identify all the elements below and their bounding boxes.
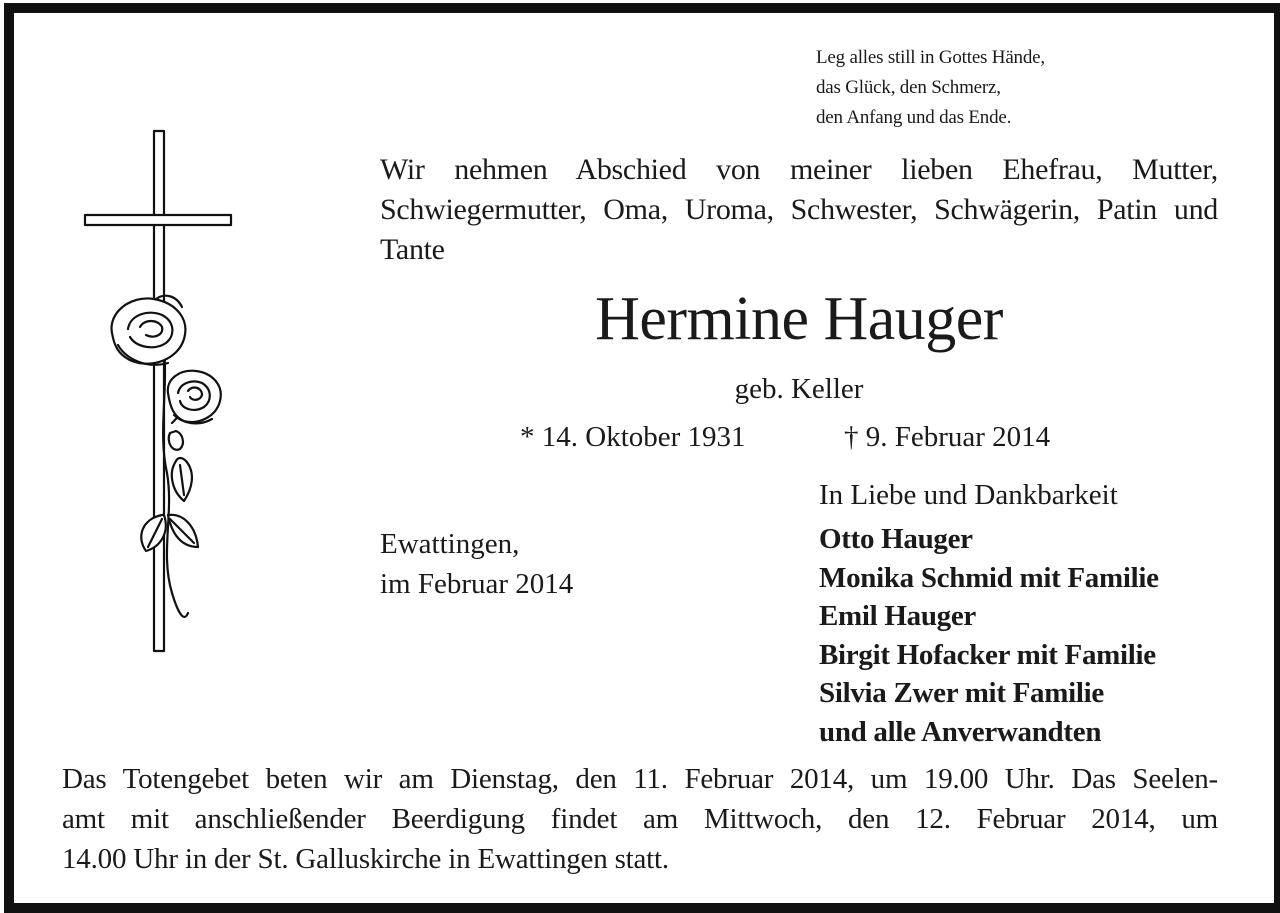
verse-line: den Anfang und das Ende. (816, 107, 1012, 128)
mourners-list (819, 520, 1159, 751)
date-line: im Februar 2014 (380, 568, 574, 600)
place-line: Ewattingen, (380, 528, 520, 560)
mourner-name: Otto Hauger (819, 523, 973, 555)
farewell-intro-text: Wir nehmen Abschied von meiner lieben Ehefrau, Mutter, Schwiegermutter, Oma, Uroma, Schwester, Schwägerin, Patin und Tante (380, 153, 1218, 266)
cross-with-roses-icon (72, 123, 242, 663)
service-details (62, 759, 1218, 879)
deceased-name: Hermine Hauger (595, 285, 1003, 353)
service-line: Das Totengebet beten wir am Dienstag, den 11. Februar 2014, um 19.00 Uhr. Das Seelen- (62, 763, 1218, 795)
mourners-intro: In Liebe und Dankbarkeit (819, 479, 1118, 511)
mourner-name: Monika Schmid mit Familie (819, 561, 1159, 594)
verse-line: Leg alles still in Gottes Hände, (816, 47, 1045, 68)
mourner-name: Birgit Hofacker mit Familie (819, 638, 1156, 671)
obituary-notice (4, 3, 1280, 913)
birth-date: * 14. Oktober 1931 (520, 421, 746, 453)
mourner-name: Emil Hauger (819, 600, 976, 632)
verse-line: das Glück, den Schmerz, (816, 77, 1001, 98)
mourner-name: Silvia Zwer mit Familie (819, 677, 1104, 709)
maiden-name: geb. Keller (734, 373, 864, 405)
service-line: 14.00 Uhr in der St. Galluskirche in Ewattingen statt. (62, 843, 669, 875)
place-and-date (380, 524, 573, 604)
service-line: amt mit anschließender Beerdigung findet am Mittwoch, den 12. Februar 2014, um (62, 803, 1218, 835)
death-date: † 9. Februar 2014 (844, 421, 1051, 453)
mourner-name: und alle Anverwandten (819, 715, 1102, 748)
verse-quote (816, 43, 1045, 133)
